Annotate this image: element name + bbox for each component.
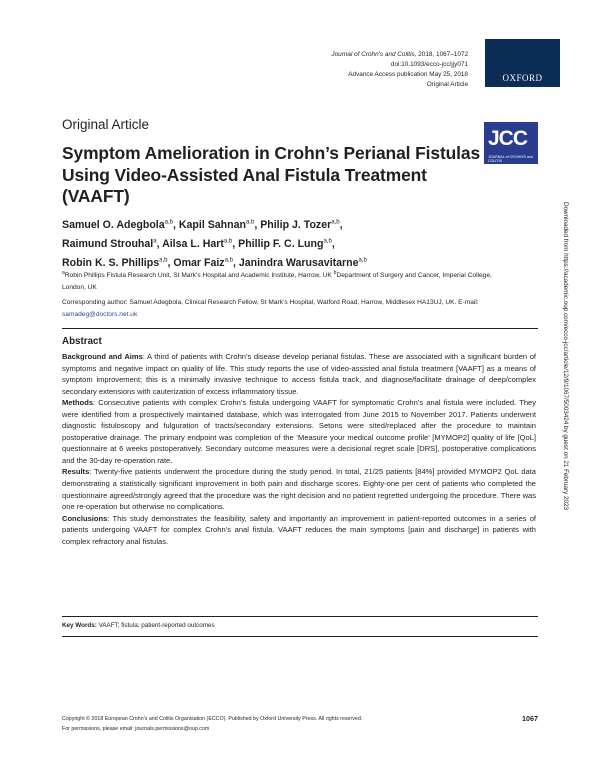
- affiliations: $^a$Robin Phillips Fistula Research Unit, St Mark’s Hospital and Academic Institute, Harrow, UK $^b$Department of Surgery and Cancer, Imperial College, London, UK: [62, 270, 492, 291]
- author: Janindra Warusavitarne$^{a,b}$: [238, 256, 367, 269]
- abstract-methods: Methods: Consecutive patients with complex Crohn’s fistula undergoing VAAFT for symptomatic Crohn’s anal fistula were included. They were identified from a prospectively maintained database, which was interrogated from June 2015 to November 2017. Patients underwent diagnostic fistuloscopy and fulguration of tracts/secondary extensions. Setons were sited/replaced after the procedure to maintain postoperative drainage. The primary endpoint was completion of the ‘Measure your medical outcome profile’ [MYMOP2] quality of life [QoL] questionnaire at 6 weeks postoperatively. Secondary outcome measures were a decisional regret scale [DRS], postoperative complications and the 30-day re-operation rate.: [62, 398, 536, 465]
- author: Phillip F. C. Lung$^{a,b}$,: [238, 237, 335, 250]
- copyright: Copyright © 2018 European Crohn’s and Colitis Organisation (ECCO). Published by Oxford University Press. All rights reserved.: [62, 716, 363, 722]
- oxford-logo: [485, 39, 560, 87]
- page-number: 1067: [522, 714, 538, 723]
- divider: [62, 636, 538, 637]
- journal-citation: 2018, 1067–1072: [416, 51, 468, 58]
- author: Samuel O. Adegbola$^{a,b}$,: [62, 218, 179, 231]
- divider: [62, 616, 538, 617]
- abstract-conclusions: Conclusions: This study demonstrates the feasibility, safety and importantly an improvement in patient-reported outcomes in a series of patients undergoing VAAFT for complex Crohn’s anal fistula. VAAFT reduces the main symptoms [pain and discharge] in patients with complex refractory anal fistulas.: [62, 513, 536, 546]
- oxford-logo-text: OXFORD: [502, 73, 543, 83]
- author: Robin K. S. Phillips$^{a,b}$,: [62, 256, 174, 269]
- divider: [62, 328, 538, 329]
- article-title: Symptom Amelioration in Crohn’s Perianal Fistulas Using Video-Assisted Anal Fistula Treatment (VAAFT): [62, 143, 481, 206]
- keywords: Key Words: VAAFT; fistula; patient-reported outcomes: [62, 622, 215, 629]
- advance-access: Advance Access publication May 25, 2018: [348, 71, 468, 78]
- permissions: For permissions, please email: journals.permissions@oup.com: [62, 726, 210, 732]
- author: Omar Faiz$^{a,b}$,: [173, 256, 239, 269]
- section-label: Original Article: [62, 117, 150, 132]
- author: Ailsa L. Hart$^{a,b}$,: [162, 237, 239, 250]
- corresponding-author: Corresponding author: Samuel Adegbola, Clinical Research Fellow, St Mark’s Hospital, Watford Road, Harrow, Middlesex HA13UJ, UK. E-mail: samadeg@doctors.net.uk: [62, 299, 479, 318]
- jcc-logo-letters: JCC: [488, 127, 528, 150]
- email-link[interactable]: samadeg@doctors.net.uk: [62, 310, 138, 318]
- author: Philip J. Tozer$^{a,b}$,: [260, 218, 343, 231]
- jcc-logo: [484, 122, 538, 164]
- abstract-body: [62, 351, 536, 547]
- footer: [62, 714, 362, 734]
- abstract-background: Background and Aims: A third of patients with Crohn’s disease develop perianal fistulas. These are associated with a significant burden of symptoms and negative impact on quality of life. This study reports the use of video-assisted anal fistula treatment [VAAFT] as a means of symptom improvement; this is a minimally invasive technique to access fistula track, and diagnose/facilitate drainage of deep/complex secondary extensions with cauterization of excess inflammatory tissue.: [62, 352, 536, 396]
- journal-metadata: [331, 50, 468, 90]
- abstract-results: Results: Twenty-five patients underwent the procedure during the study period. In total, 21/25 patients [84%] provided MYMOP2 QoL data demonstrating a statistically significant improvement in both pain and discharge scores. Eighty-one per cent of patients who completed the questionnaire agreed/strongly agreed that the procedure was the right decision and no patient regretted undergoing the procedure. There was one re-operation but otherwise no complications.: [62, 467, 536, 512]
- author: Kapil Sahnan$^{a,b}$,: [178, 218, 261, 231]
- author-list: [62, 214, 482, 271]
- download-note: Downloaded from https://academic.oup.com/ecco-jcc/article/12/9/1067/5003424 by guest on 21 February 2023: [562, 202, 569, 511]
- doi: doi:10.1093/ecco-jcc/jjy071: [390, 61, 468, 68]
- author: Raimund Strouhal$^a$,: [62, 237, 163, 250]
- article-type: Original Article: [426, 81, 468, 88]
- abstract-heading: Abstract: [62, 336, 102, 347]
- jcc-logo-subtitle: JOURNAL of CROHN'S and COLITIS: [488, 155, 533, 163]
- journal-name: Journal of Crohn's and Colitis,: [331, 51, 417, 58]
